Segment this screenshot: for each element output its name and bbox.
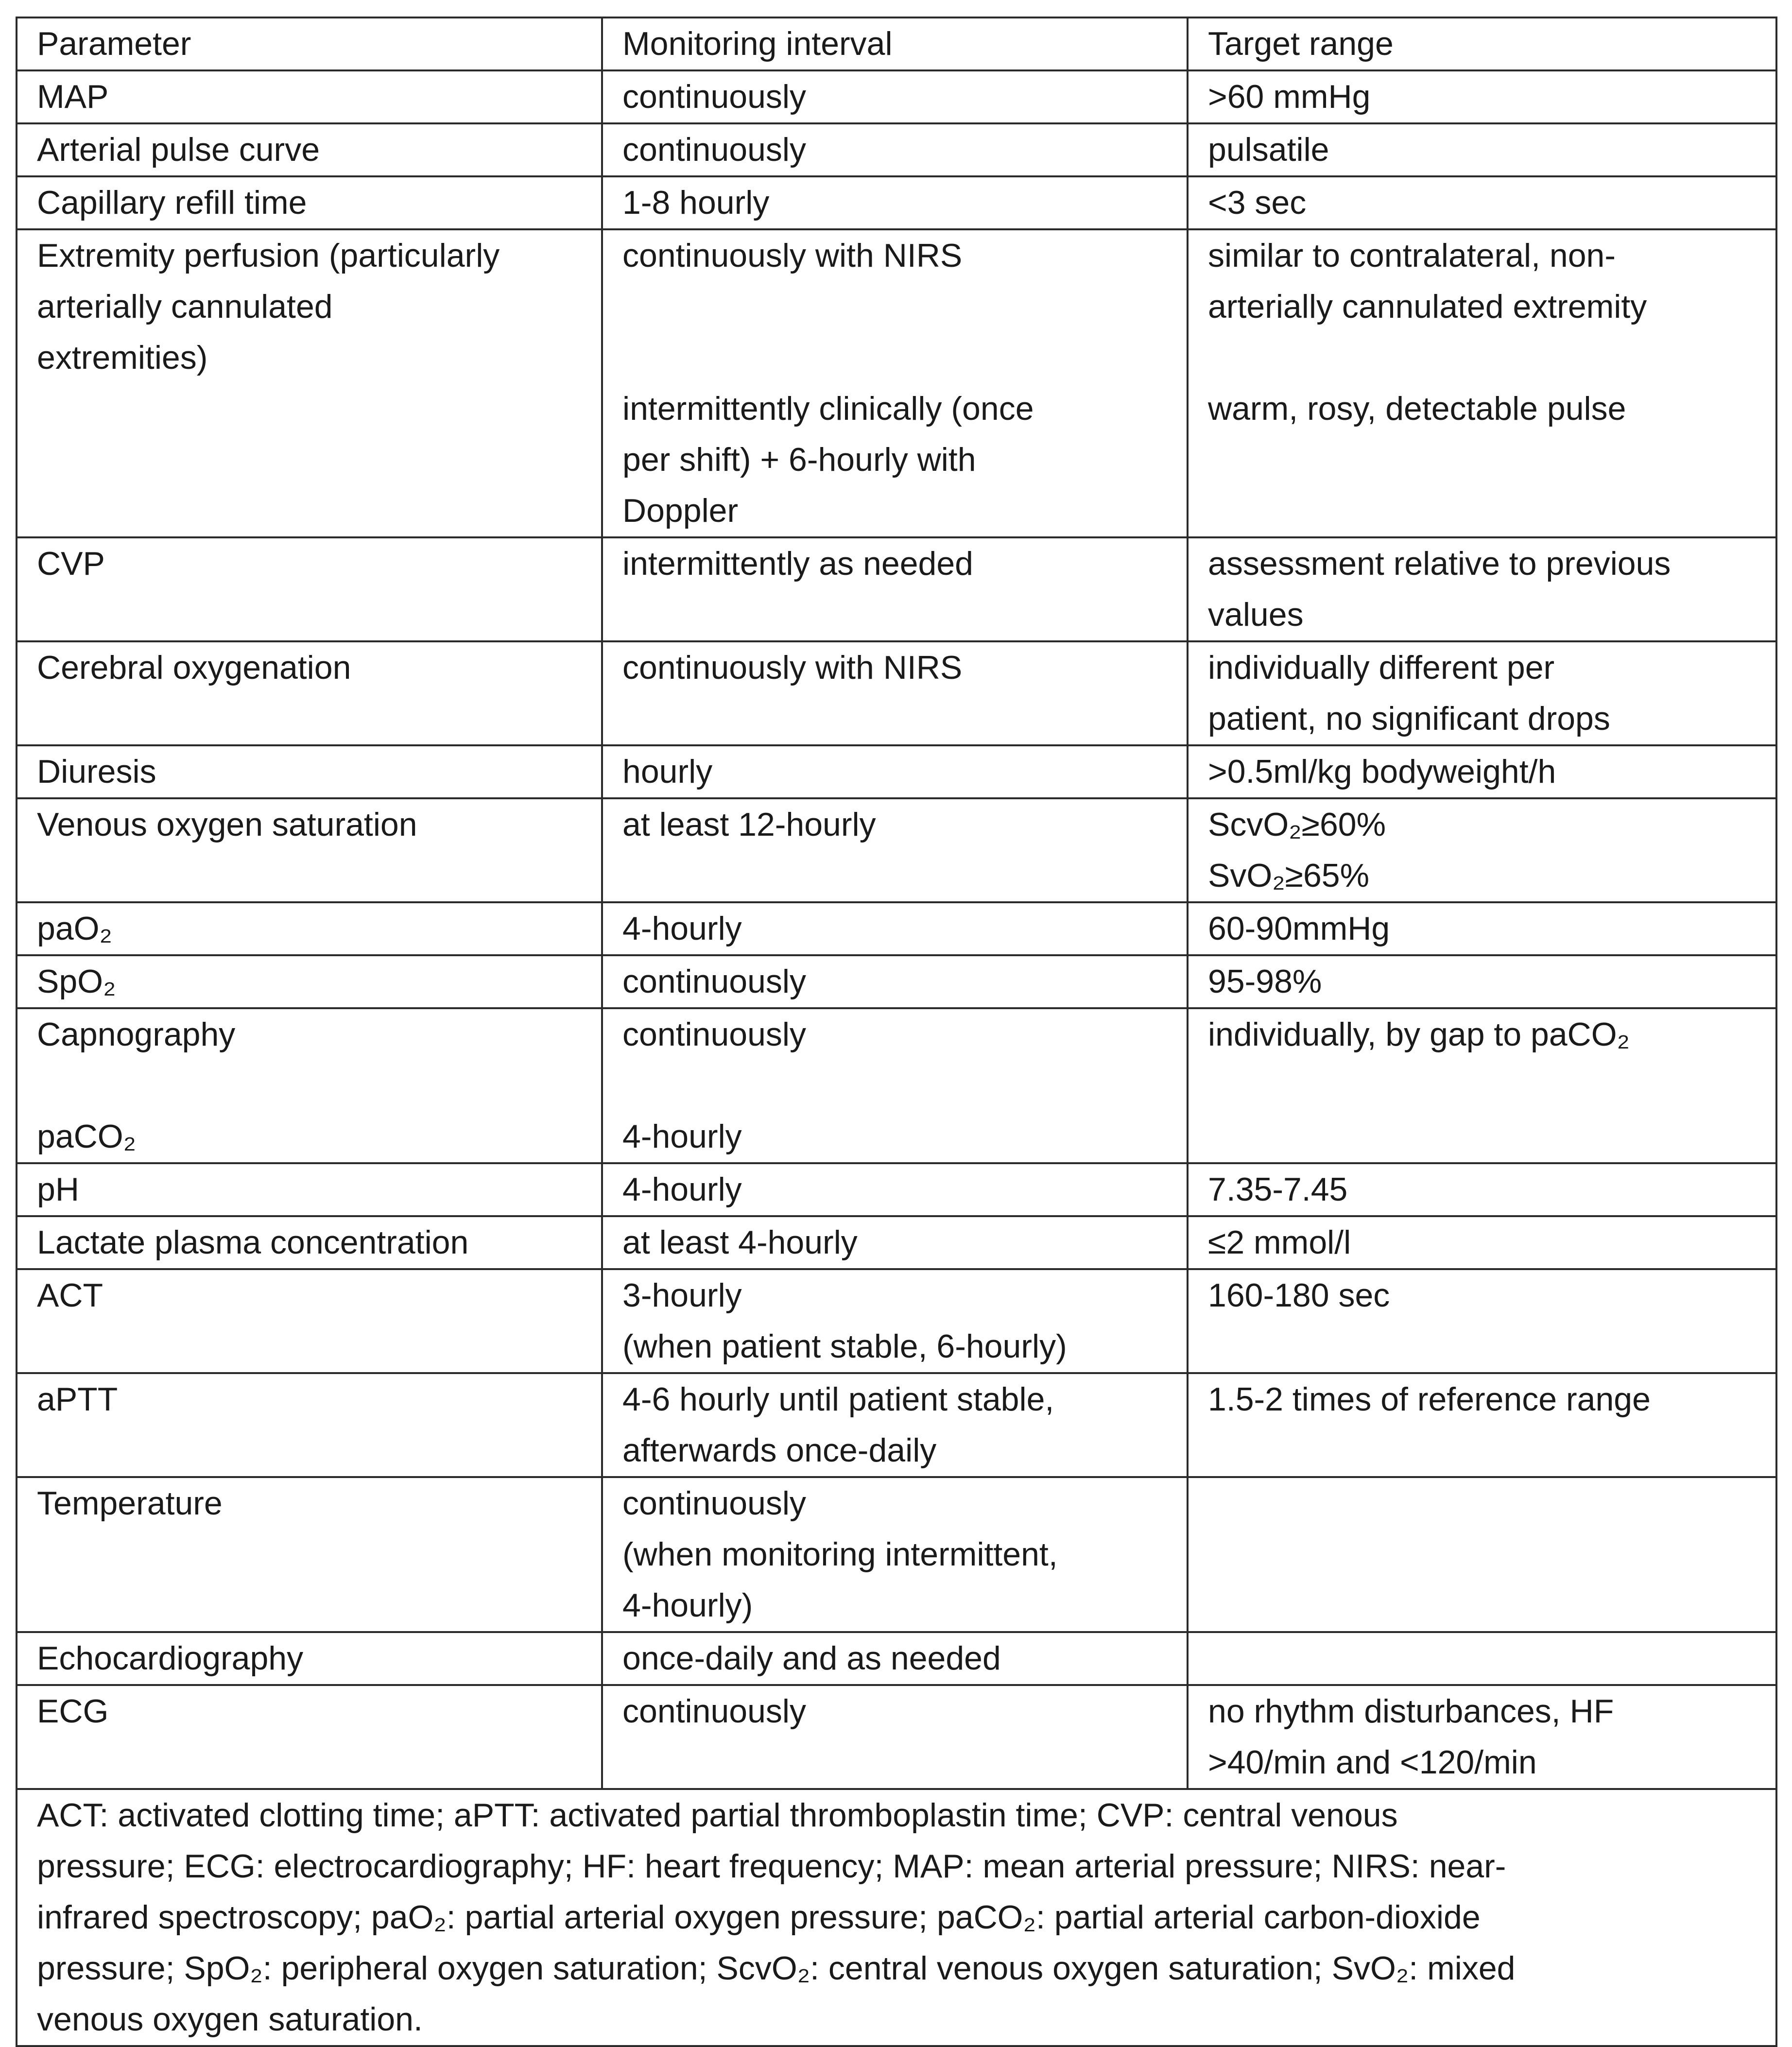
cell-target-range (1188, 123, 1776, 176)
cell-target-range (1188, 537, 1776, 641)
table-row (17, 1477, 1776, 1632)
cell-target-range (1188, 1269, 1776, 1373)
cell-text: paCO₂ (37, 1118, 137, 1155)
footnote-line: pressure; ECG: electrocardiography; HF: heart frequency; MAP: mean arterial pressure; NIRS: near- (37, 1848, 1506, 1885)
cell-target-range (1188, 1008, 1776, 1163)
footnote-line: venous oxygen saturation. (37, 2001, 423, 2038)
cell-text: Lactate plasma concentration (37, 1224, 469, 1261)
cell-parameter (17, 641, 602, 745)
cell-target-range (1188, 1216, 1776, 1269)
cell-spacer (622, 281, 1167, 332)
cell-text: continuously (622, 963, 807, 1000)
cell-text: no rhythm disturbances, HF (1208, 1693, 1614, 1730)
footnote-line: infrared spectroscopy; paO₂: partial arterial oxygen pressure; paCO₂: partial arterial carbon-dioxide (37, 1899, 1481, 1936)
cell-text: >0.5ml/kg bodyweight/h (1208, 753, 1556, 790)
cell-text: ACT (37, 1277, 103, 1314)
cell-target-range (1188, 1685, 1776, 1789)
cell-monitoring-interval (602, 537, 1188, 641)
cell-text: continuously (622, 1485, 807, 1522)
cell-text: Capillary refill time (37, 184, 307, 221)
cell-text: continuously (622, 78, 807, 115)
cell-parameter (17, 1685, 602, 1789)
cell-parameter (17, 1216, 602, 1269)
cell-parameter (17, 1632, 602, 1685)
cell-spacer (622, 1060, 1167, 1111)
cell-monitoring-interval (602, 1269, 1188, 1373)
table-row (17, 798, 1776, 902)
table-row (17, 902, 1776, 955)
table-row (17, 229, 1776, 537)
cell-monitoring-interval (602, 1008, 1188, 1163)
table-row (17, 1163, 1776, 1216)
cell-text: continuously (622, 1016, 807, 1053)
cell-parameter (17, 537, 602, 641)
footnote-line: ACT: activated clotting time; aPTT: activated partial thromboplastin time; CVP: central venous (37, 1797, 1398, 1834)
cell-target-range (1188, 1373, 1776, 1477)
cell-monitoring-interval (602, 123, 1188, 176)
cell-text: arterially cannulated extremity (1208, 288, 1647, 325)
cell-spacer (622, 332, 1167, 383)
table-header-row (17, 17, 1776, 70)
table-row (17, 641, 1776, 745)
cell-text: ECG (37, 1693, 109, 1730)
cell-target-range (1188, 955, 1776, 1008)
cell-monitoring-interval (602, 70, 1188, 123)
cell-text: continuously (622, 131, 807, 168)
cell-text: Cerebral oxygenation (37, 649, 351, 686)
cell-text: intermittently as needed (622, 545, 973, 582)
cell-text: at least 12-hourly (622, 806, 876, 843)
cell-text: continuously with NIRS (622, 649, 963, 686)
cell-text: 4-6 hourly until patient stable, (622, 1381, 1054, 1418)
cell-text: 160-180 sec (1208, 1277, 1390, 1314)
cell-parameter (17, 1008, 602, 1163)
cell-text: values (1208, 596, 1304, 633)
cell-text: paO₂ (37, 910, 112, 947)
cell-monitoring-interval (602, 955, 1188, 1008)
cell-parameter (17, 745, 602, 798)
cell-text: Temperature (37, 1485, 223, 1522)
monitoring-table (16, 17, 1777, 2047)
cell-text: MAP (37, 78, 109, 115)
cell-text: (when patient stable, 6-hourly) (622, 1328, 1067, 1365)
cell-monitoring-interval (602, 641, 1188, 745)
cell-parameter (17, 1477, 602, 1632)
cell-parameter (17, 955, 602, 1008)
cell-parameter (17, 1269, 602, 1373)
cell-text: <3 sec (1208, 184, 1307, 221)
cell-target-range (1188, 1632, 1776, 1685)
table-row (17, 537, 1776, 641)
cell-text: SvO₂≥65% (1208, 857, 1370, 894)
table-row (17, 745, 1776, 798)
cell-monitoring-interval (602, 229, 1188, 537)
cell-text: Venous oxygen saturation (37, 806, 417, 843)
cell-text: aPTT (37, 1381, 118, 1418)
cell-target-range (1188, 1163, 1776, 1216)
cell-target-range (1188, 902, 1776, 955)
cell-target-range (1188, 70, 1776, 123)
table-row (17, 1008, 1776, 1163)
cell-monitoring-interval (602, 1373, 1188, 1477)
cell-target-range (1188, 641, 1776, 745)
cell-text: Doppler (622, 492, 739, 529)
cell-text: 4-hourly) (622, 1587, 753, 1624)
cell-text: assessment relative to previous (1208, 545, 1671, 582)
cell-monitoring-interval (602, 1632, 1188, 1685)
cell-parameter (17, 902, 602, 955)
cell-text: once-daily and as needed (622, 1640, 1001, 1677)
cell-monitoring-interval (602, 1163, 1188, 1216)
cell-monitoring-interval (602, 1216, 1188, 1269)
cell-target-range (1188, 176, 1776, 229)
cell-text: patient, no significant drops (1208, 700, 1610, 737)
cell-text: 95-98% (1208, 963, 1322, 1000)
cell-target-range (1188, 1477, 1776, 1632)
cell-text: similar to contralateral, non- (1208, 237, 1616, 274)
cell-parameter (17, 1373, 602, 1477)
cell-monitoring-interval (602, 902, 1188, 955)
cell-text: (when monitoring intermittent, (622, 1536, 1058, 1573)
cell-monitoring-interval (602, 1477, 1188, 1632)
cell-monitoring-interval (602, 176, 1188, 229)
header-parameter: Parameter (17, 17, 602, 70)
header-monitoring-interval: Monitoring interval (602, 17, 1188, 70)
cell-text: CVP (37, 545, 105, 582)
cell-text: continuously (622, 1693, 807, 1730)
cell-monitoring-interval (602, 745, 1188, 798)
cell-text: Capnography (37, 1016, 236, 1053)
cell-text: continuously with NIRS (622, 237, 963, 274)
table-row (17, 70, 1776, 123)
cell-parameter (17, 70, 602, 123)
cell-text: 4-hourly (622, 1118, 742, 1155)
cell-text: Echocardiography (37, 1640, 304, 1677)
cell-text: pulsatile (1208, 131, 1329, 168)
cell-text: Extremity perfusion (particularly (37, 237, 500, 274)
cell-parameter (17, 176, 602, 229)
cell-text: Diuresis (37, 753, 156, 790)
footnote-line: pressure; SpO₂: peripheral oxygen saturation; ScvO₂: central venous oxygen saturation; SvO₂: mixed (37, 1950, 1516, 1987)
cell-text: at least 4-hourly (622, 1224, 858, 1261)
table-row (17, 1685, 1776, 1789)
cell-target-range (1188, 229, 1776, 537)
cell-target-range (1188, 798, 1776, 902)
cell-monitoring-interval (602, 1685, 1188, 1789)
cell-text: 4-hourly (622, 1171, 742, 1208)
table-row (17, 1373, 1776, 1477)
cell-text: >40/min and <120/min (1208, 1744, 1537, 1781)
cell-text: 1.5-2 times of reference range (1208, 1381, 1651, 1418)
cell-parameter (17, 229, 602, 537)
cell-spacer (1208, 332, 1756, 383)
cell-text: warm, rosy, detectable pulse (1208, 390, 1626, 427)
table-row (17, 955, 1776, 1008)
cell-text: 3-hourly (622, 1277, 742, 1314)
cell-text: >60 mmHg (1208, 78, 1371, 115)
cell-parameter (17, 798, 602, 902)
monitoring-table-container (16, 17, 1775, 2047)
abbreviations-footnote (17, 1789, 1776, 2046)
cell-monitoring-interval (602, 798, 1188, 902)
cell-text: ScvO₂≥60% (1208, 806, 1386, 843)
cell-text: extremities) (37, 339, 208, 376)
cell-text: arterially cannulated (37, 288, 333, 325)
cell-text: SpO₂ (37, 963, 116, 1000)
cell-text: individually different per (1208, 649, 1555, 686)
table-row (17, 1632, 1776, 1685)
cell-text: ≤2 mmol/l (1208, 1224, 1351, 1261)
cell-text: hourly (622, 753, 713, 790)
cell-parameter (17, 1163, 602, 1216)
table-row (17, 123, 1776, 176)
cell-text: 1-8 hourly (622, 184, 770, 221)
cell-text: pH (37, 1171, 79, 1208)
table-row (17, 1216, 1776, 1269)
table-row (17, 176, 1776, 229)
cell-text: afterwards once-daily (622, 1432, 937, 1469)
cell-target-range (1188, 745, 1776, 798)
cell-spacer (37, 1060, 582, 1111)
cell-text: individually, by gap to paCO₂ (1208, 1016, 1630, 1053)
cell-parameter (17, 123, 602, 176)
header-target-range: Target range (1188, 17, 1776, 70)
footnote-row (17, 1789, 1776, 2046)
cell-text: 4-hourly (622, 910, 742, 947)
cell-text: Arterial pulse curve (37, 131, 320, 168)
cell-text: 60-90mmHg (1208, 910, 1390, 947)
table-row (17, 1269, 1776, 1373)
cell-text: 7.35-7.45 (1208, 1171, 1348, 1208)
cell-text: per shift) + 6-hourly with (622, 441, 976, 478)
table-body (17, 17, 1776, 2046)
cell-text: intermittently clinically (once (622, 390, 1034, 427)
